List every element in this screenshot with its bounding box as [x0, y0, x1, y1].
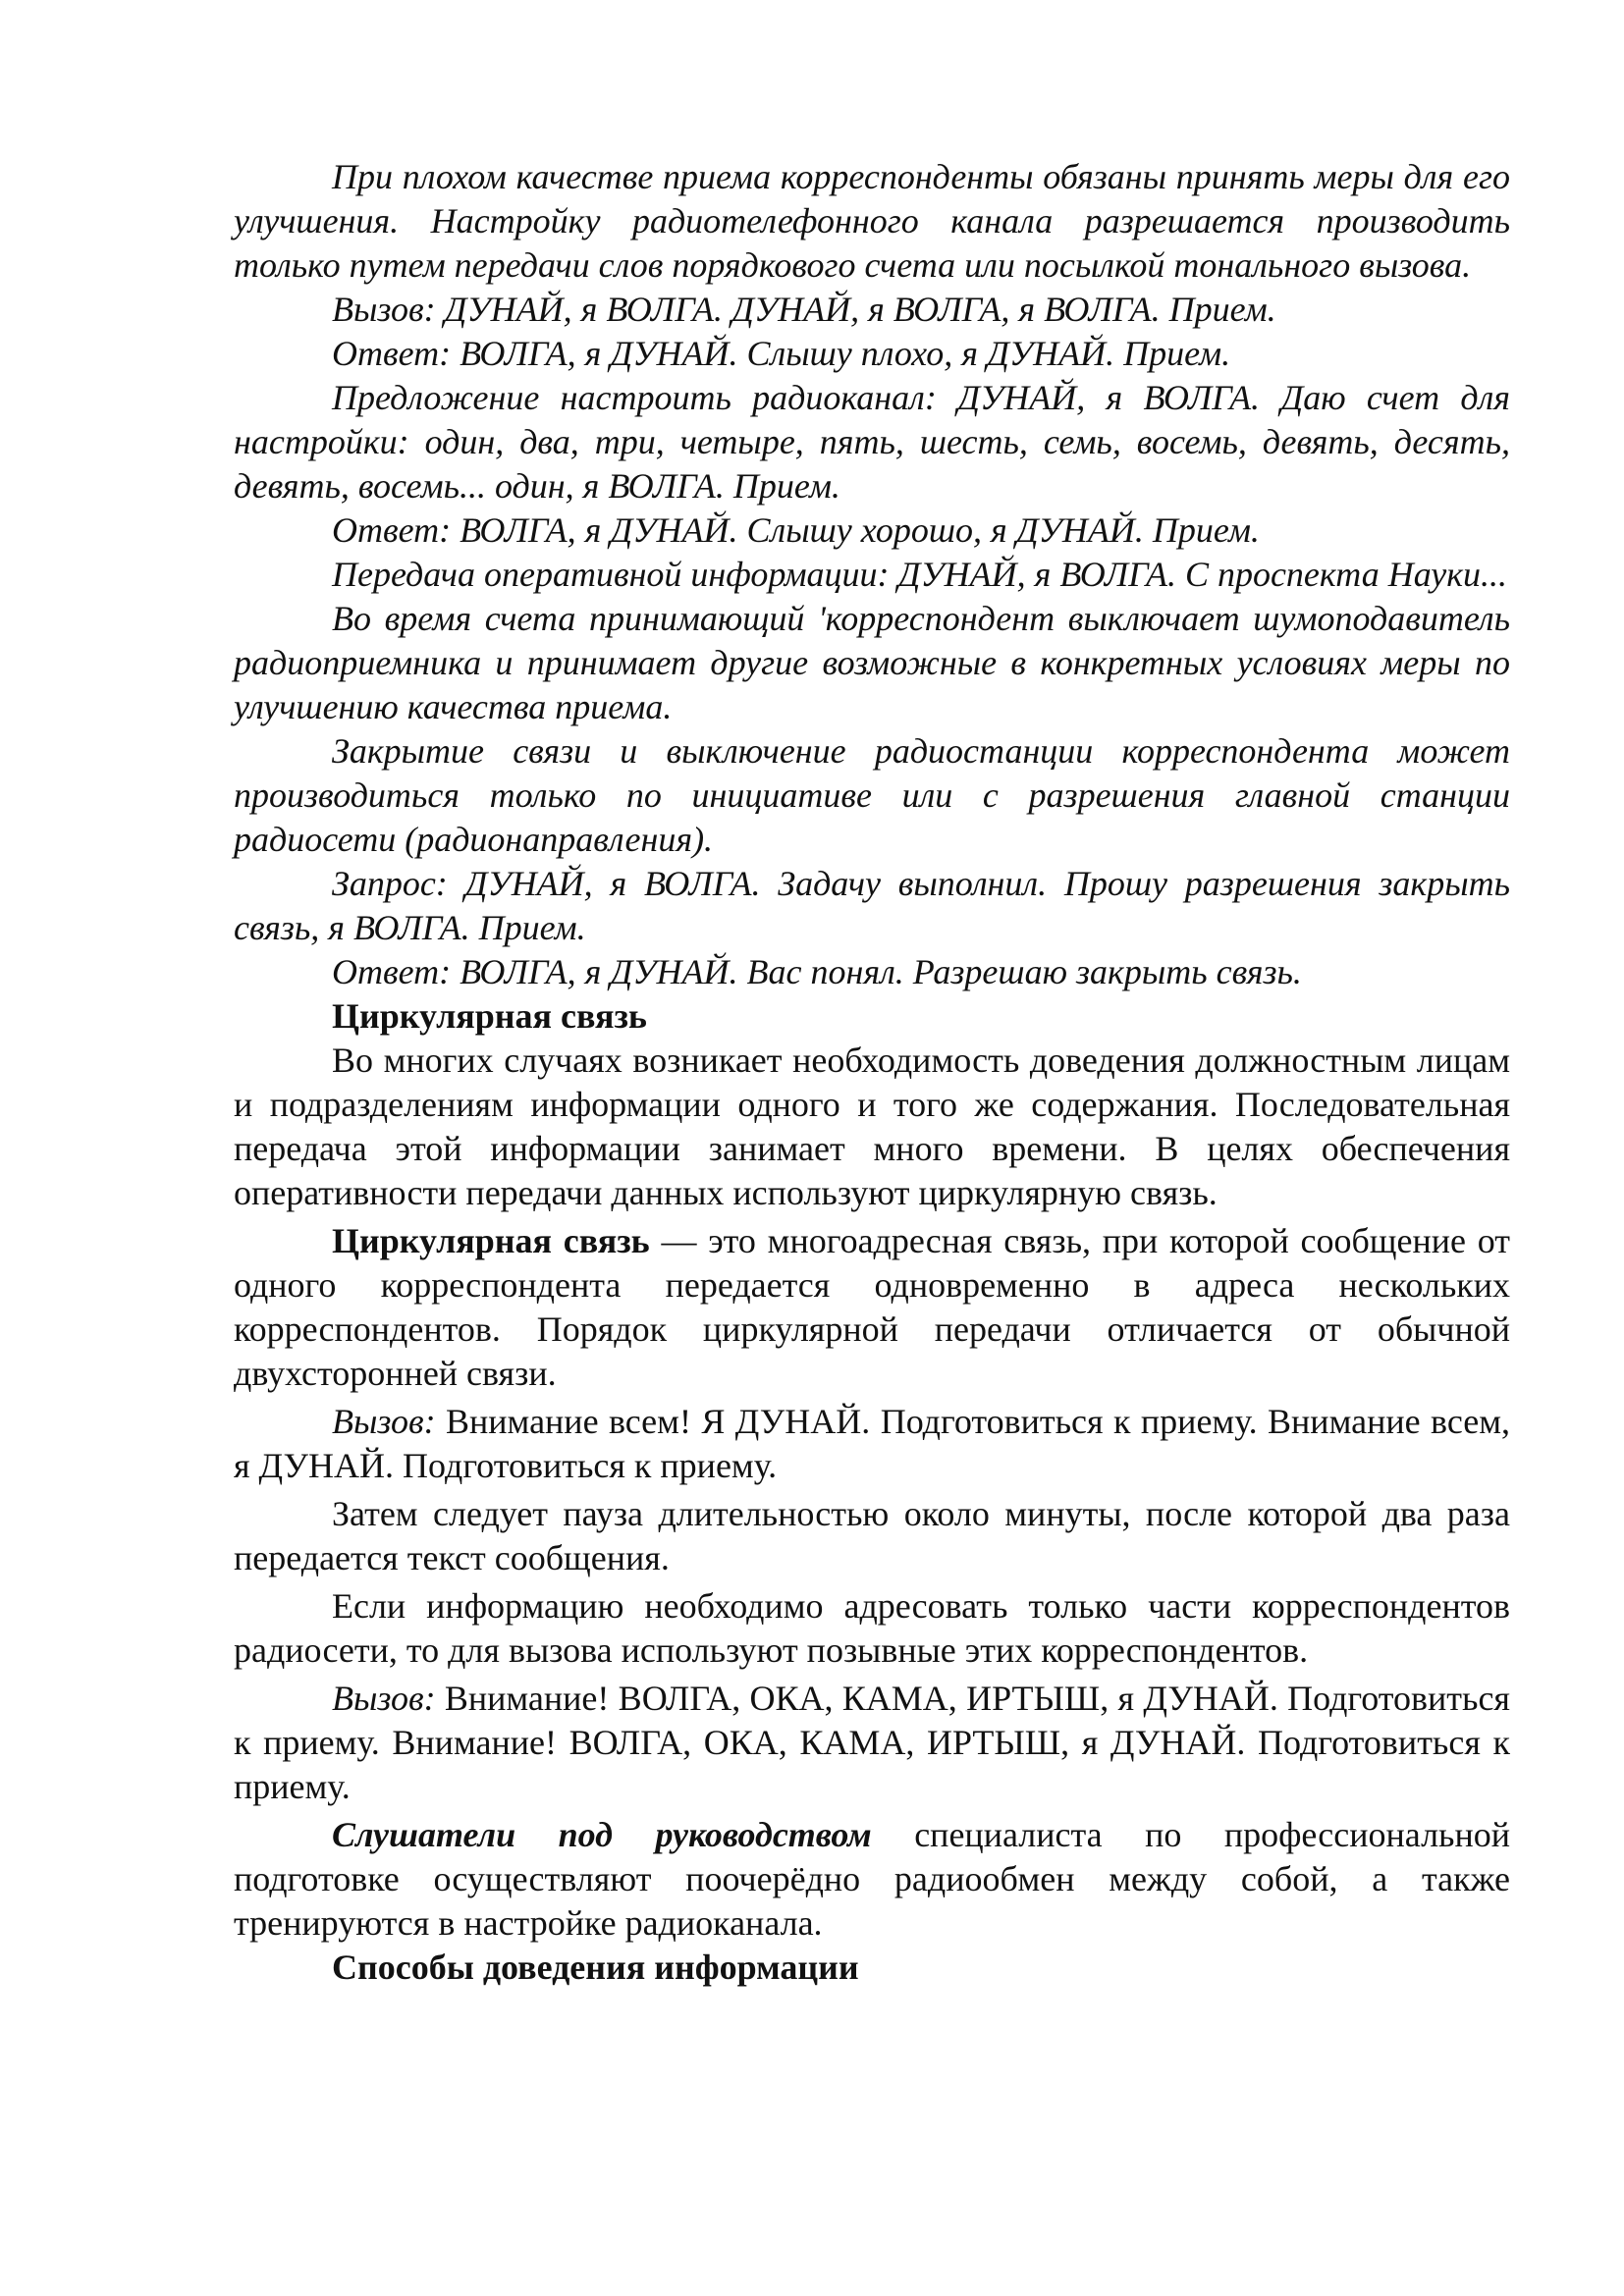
- paragraph-request: Запрос: ДУНАЙ, я ВОЛГА. Задачу выполнил. Прошу разрешения закрыть связь, я ВОЛГА. Прием.: [234, 864, 1510, 947]
- call-label: Вызов:: [332, 1402, 436, 1441]
- paragraph-counting: Во время счета принимающий 'корреспондент выключает шумоподавитель радиоприемника и принимает другие возможные в конкретных условиях меры по улучшению качества приема.: [234, 599, 1510, 726]
- definition-text: — это многоадресная связь, при которой сообщение от одного корреспондента передается одновременно в адреса нескольких корреспондентов. Порядок циркулярной передачи отличается от обычной двухсторонней связи.: [234, 1221, 1510, 1393]
- heading-circular-communication: Циркулярная связь: [332, 996, 647, 1036]
- paragraph-closing-link: Закрытие связи и выключение радиостанции корреспондента может производиться только по инициативе или с разрешения главной станции радиосети (радионаправления).: [234, 731, 1510, 859]
- paragraph-call-example: Вызов: ДУНАЙ, я ВОЛГА. ДУНАЙ, я ВОЛГА, я ВОЛГА. Прием.: [332, 290, 1276, 329]
- call-group-text: Внимание! ВОЛГА, ОКА, КАМА, ИРТЫШ, я ДУНАЙ. Подготовиться к приему. Внимание! ВОЛГА, ОКА, КАМА, ИРТЫШ, я ДУНАЙ. Подготовиться к приему.: [234, 1679, 1510, 1806]
- term-circular-communication: Циркулярная связь: [332, 1221, 650, 1260]
- paragraph-circular-definition: [234, 1219, 1510, 1396]
- paragraph-answer-bad: Ответ: ВОЛГА, я ДУНАЙ. Слышу плохо, я ДУНАЙ. Прием.: [332, 334, 1231, 373]
- paragraph-pause: Затем следует пауза длительностью около минуты, после которой два раза передается текст сообщения.: [234, 1494, 1510, 1577]
- trainees-text: специалиста по профессиональной подготовке осуществляют поочерёдно радиообмен между собой, а также тренируются в настройке радиоканала.: [234, 1815, 1511, 1943]
- paragraph-circular-intro: Во многих случаях возникает необходимость доведения должностным лицам и подразделениям информации одного и того же содержания. Последовательная передача этой информации занимает много времени. В целях обеспечения оперативности передачи данных используют циркулярную связь.: [234, 1041, 1510, 1212]
- paragraph-trainees: [234, 1813, 1510, 1946]
- call-label: Вызов:: [332, 1679, 436, 1718]
- paragraph-tuning-offer: Предложение настроить радиоканал: ДУНАЙ, я ВОЛГА. Даю счет для настройки: один, два, три, четыре, пять, шесть, семь, восемь, девять, десять, девять, восемь... один, я ВОЛГА. Прием.: [234, 378, 1510, 506]
- trainees-lead: Слушатели под руководством: [332, 1815, 872, 1854]
- paragraph-partial-address: Если информацию необходимо адресовать только части корреспондентов радиосети, то для вызова используют позывные этих корреспондентов.: [234, 1586, 1510, 1670]
- paragraph-answer-close: Ответ: ВОЛГА, я ДУНАЙ. Вас понял. Разрешаю закрыть связь.: [332, 952, 1302, 991]
- call-all-text: Внимание всем! Я ДУНАЙ. Подготовиться к приему. Внимание всем, я ДУНАЙ. Подготовиться к приему.: [234, 1402, 1510, 1485]
- paragraph-call-group: [234, 1677, 1510, 1809]
- paragraph-answer-good: Ответ: ВОЛГА, я ДУНАЙ. Слышу хорошо, я ДУНАЙ. Прием.: [332, 510, 1260, 550]
- paragraph-operational-info: Передача оперативной информации: ДУНАЙ, я ВОЛГА. С проспекта Науки...: [332, 555, 1508, 594]
- document-page: [234, 155, 1510, 1990]
- paragraph-reception-quality: При плохом качестве приема корреспонденты обязаны принять меры для его улучшения. Настройку радиотелефонного канала разрешается производить только путем передачи слов порядкового счета или посылкой тонального вызова.: [234, 157, 1510, 285]
- heading-information-methods: Способы доведения информации: [332, 1948, 859, 1987]
- paragraph-call-all: [234, 1400, 1510, 1488]
